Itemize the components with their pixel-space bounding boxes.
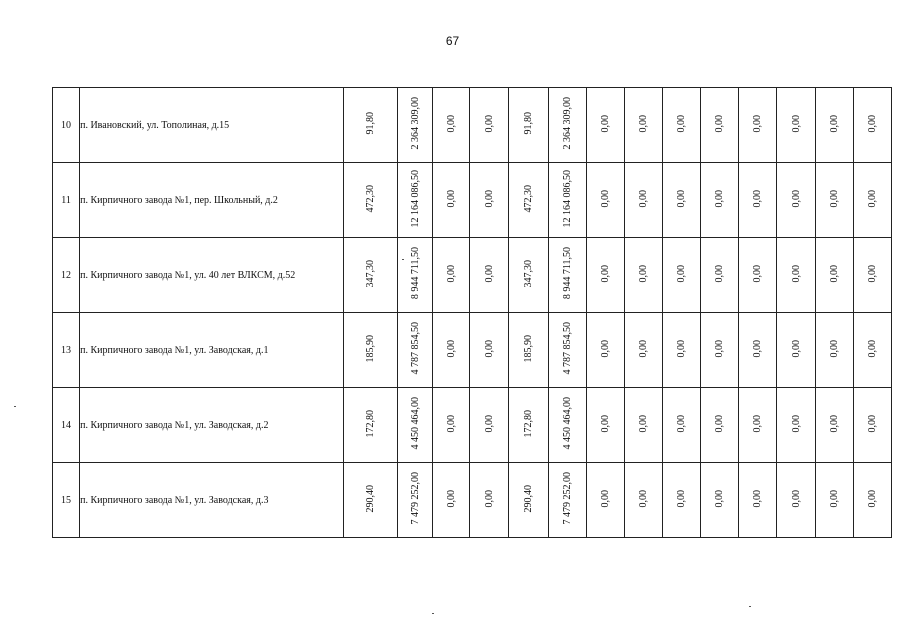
value-cell <box>470 88 508 163</box>
area-cell <box>344 238 398 313</box>
value-cell <box>739 238 777 313</box>
value-cell-text: 0,00 <box>828 189 840 208</box>
row-number: 12 <box>53 238 80 313</box>
cost-cell-2 <box>548 238 586 313</box>
row-number: 13 <box>53 313 80 388</box>
value-cell <box>777 388 815 463</box>
value-cell <box>701 88 739 163</box>
value-cell <box>739 88 777 163</box>
value-cell-text: 0,00 <box>714 114 726 133</box>
value-cell-text: 0,00 <box>828 114 840 133</box>
value-cell-text: 0,00 <box>638 414 650 433</box>
value-cell-text: 0,00 <box>483 189 495 208</box>
value-cell-text: 0,00 <box>483 264 495 283</box>
value-cell <box>586 163 624 238</box>
value-cell <box>777 163 815 238</box>
address-cell: п. Кирпичного завода №1, ул. 40 лет ВЛКСМ, д.52 <box>80 238 344 313</box>
value-cell-text: 0,00 <box>752 264 764 283</box>
value-cell <box>433 163 470 238</box>
value-cell-text: 0,00 <box>638 114 650 133</box>
value-cell-text: 0,00 <box>599 189 611 208</box>
area-cell-2 <box>508 238 548 313</box>
scan-speck <box>749 606 751 607</box>
value-cell-text: 0,00 <box>714 489 726 508</box>
value-cell-text: 0,00 <box>828 264 840 283</box>
value-cell-text: 0,00 <box>483 414 495 433</box>
value-cell <box>663 163 701 238</box>
cost-cell-2-text: 2 364 309,00 <box>561 97 573 150</box>
cost-cell <box>398 163 433 238</box>
cost-cell-2-text: 8 944 711,50 <box>561 247 573 300</box>
value-cell <box>663 463 701 538</box>
value-cell <box>853 238 891 313</box>
value-cell <box>853 163 891 238</box>
address-cell: п. Кирпичного завода №1, ул. Заводская, д.3 <box>80 463 344 538</box>
row-number: 15 <box>53 463 80 538</box>
value-cell-text: 0,00 <box>866 189 878 208</box>
cost-cell <box>398 463 433 538</box>
cost-cell-text: 8 944 711,50 <box>409 247 421 300</box>
value-cell-text: 0,00 <box>828 414 840 433</box>
value-cell <box>815 463 853 538</box>
value-cell <box>815 313 853 388</box>
value-cell <box>470 463 508 538</box>
value-cell-text: 0,00 <box>828 489 840 508</box>
value-cell <box>624 88 662 163</box>
cost-cell-2-text: 12 164 086,50 <box>561 169 573 228</box>
value-cell <box>777 463 815 538</box>
value-cell-text: 0,00 <box>676 489 688 508</box>
area-cell-2 <box>508 463 548 538</box>
cost-cell-2 <box>548 88 586 163</box>
value-cell-text: 0,00 <box>599 489 611 508</box>
area-cell-text: 172,80 <box>365 409 377 438</box>
value-cell <box>624 388 662 463</box>
value-cell-text: 0,00 <box>866 339 878 358</box>
page-number: 67 <box>445 34 460 48</box>
value-cell-text: 0,00 <box>752 339 764 358</box>
cost-cell <box>398 88 433 163</box>
value-cell-text: 0,00 <box>714 414 726 433</box>
value-cell <box>701 463 739 538</box>
value-cell-text: 0,00 <box>445 264 457 283</box>
scan-speck <box>14 406 16 407</box>
area-cell <box>344 388 398 463</box>
table-row <box>53 163 892 238</box>
cost-cell-2-text: 7 479 252,00 <box>561 472 573 525</box>
area-cell-2-text: 347,30 <box>522 259 534 288</box>
address-cell: п. Кирпичного завода №1, ул. Заводская, д.1 <box>80 313 344 388</box>
cost-cell-text: 4 787 854,50 <box>409 322 421 375</box>
value-cell-text: 0,00 <box>752 414 764 433</box>
value-cell <box>624 163 662 238</box>
table-row <box>53 388 892 463</box>
value-cell-text: 0,00 <box>483 114 495 133</box>
cost-cell-text: 4 450 464,00 <box>409 397 421 450</box>
area-cell-text: 347,30 <box>365 259 377 288</box>
cost-cell-text: 7 479 252,00 <box>409 472 421 525</box>
value-cell-text: 0,00 <box>483 489 495 508</box>
value-cell <box>739 313 777 388</box>
row-number: 11 <box>53 163 80 238</box>
value-cell <box>701 388 739 463</box>
value-cell <box>433 88 470 163</box>
row-number: 14 <box>53 388 80 463</box>
value-cell-text: 0,00 <box>445 489 457 508</box>
table-row <box>53 238 892 313</box>
value-cell-text: 0,00 <box>638 489 650 508</box>
value-cell-text: 0,00 <box>483 339 495 358</box>
value-cell-text: 0,00 <box>638 264 650 283</box>
cost-cell-2-text: 4 787 854,50 <box>561 322 573 375</box>
value-cell <box>586 388 624 463</box>
row-number: 10 <box>53 88 80 163</box>
table-row <box>53 313 892 388</box>
value-cell-text: 0,00 <box>599 264 611 283</box>
value-cell-text: 0,00 <box>790 114 802 133</box>
area-cell-2-text: 172,80 <box>522 409 534 438</box>
area-cell <box>344 88 398 163</box>
value-cell-text: 0,00 <box>790 339 802 358</box>
value-cell <box>853 313 891 388</box>
cost-cell-2 <box>548 163 586 238</box>
cost-cell <box>398 238 433 313</box>
value-cell-text: 0,00 <box>866 264 878 283</box>
area-cell-text: 290,40 <box>365 484 377 513</box>
cost-cell-2 <box>548 463 586 538</box>
cost-cell-text: 12 164 086,50 <box>409 169 421 228</box>
value-cell <box>701 313 739 388</box>
value-cell <box>663 238 701 313</box>
value-cell <box>586 88 624 163</box>
cost-cell <box>398 388 433 463</box>
value-cell-text: 0,00 <box>638 339 650 358</box>
value-cell-text: 0,00 <box>676 339 688 358</box>
value-cell <box>701 238 739 313</box>
value-cell <box>586 313 624 388</box>
value-cell <box>470 313 508 388</box>
area-cell-2-text: 185,90 <box>522 334 534 363</box>
table-body <box>53 88 892 538</box>
value-cell-text: 0,00 <box>752 489 764 508</box>
area-cell-text: 91,80 <box>365 112 377 135</box>
area-cell-2 <box>508 313 548 388</box>
value-cell <box>739 388 777 463</box>
value-cell-text: 0,00 <box>445 339 457 358</box>
value-cell <box>586 238 624 313</box>
value-cell <box>433 238 470 313</box>
cost-cell-2 <box>548 388 586 463</box>
area-cell-2-text: 91,80 <box>522 112 534 135</box>
value-cell-text: 0,00 <box>790 189 802 208</box>
value-cell-text: 0,00 <box>752 189 764 208</box>
value-cell <box>815 388 853 463</box>
value-cell <box>701 163 739 238</box>
value-cell <box>815 238 853 313</box>
value-cell-text: 0,00 <box>790 414 802 433</box>
value-cell-text: 0,00 <box>866 414 878 433</box>
value-cell <box>815 163 853 238</box>
value-cell <box>433 313 470 388</box>
value-cell-text: 0,00 <box>714 189 726 208</box>
value-cell <box>624 463 662 538</box>
value-cell <box>624 313 662 388</box>
value-cell-text: 0,00 <box>599 414 611 433</box>
area-cell-2 <box>508 388 548 463</box>
cost-cell-text: 2 364 309,00 <box>409 97 421 150</box>
area-cell <box>344 463 398 538</box>
value-cell-text: 0,00 <box>445 414 457 433</box>
value-cell <box>815 88 853 163</box>
area-cell-2 <box>508 163 548 238</box>
value-cell-text: 0,00 <box>790 264 802 283</box>
area-cell <box>344 163 398 238</box>
value-cell-text: 0,00 <box>676 114 688 133</box>
value-cell-text: 0,00 <box>599 339 611 358</box>
value-cell <box>777 313 815 388</box>
housing-table <box>52 87 892 538</box>
value-cell <box>853 463 891 538</box>
scan-speck <box>402 259 404 260</box>
value-cell-text: 0,00 <box>445 114 457 133</box>
area-cell-text: 185,90 <box>365 334 377 363</box>
value-cell-text: 0,00 <box>445 189 457 208</box>
value-cell <box>739 463 777 538</box>
area-cell-2 <box>508 88 548 163</box>
value-cell <box>663 388 701 463</box>
value-cell <box>663 88 701 163</box>
value-cell-text: 0,00 <box>866 489 878 508</box>
value-cell <box>663 313 701 388</box>
value-cell-text: 0,00 <box>714 339 726 358</box>
value-cell-text: 0,00 <box>790 489 802 508</box>
value-cell <box>853 88 891 163</box>
value-cell-text: 0,00 <box>828 339 840 358</box>
value-cell <box>777 88 815 163</box>
area-cell-2-text: 290,40 <box>522 484 534 513</box>
cost-cell-2-text: 4 450 464,00 <box>561 397 573 450</box>
address-cell: п. Ивановский, ул. Тополиная, д.15 <box>80 88 344 163</box>
table-row <box>53 463 892 538</box>
value-cell <box>624 238 662 313</box>
value-cell <box>777 238 815 313</box>
address-cell: п. Кирпичного завода №1, ул. Заводская, д.2 <box>80 388 344 463</box>
address-cell: п. Кирпичного завода №1, пер. Школьный, д.2 <box>80 163 344 238</box>
value-cell <box>433 388 470 463</box>
value-cell <box>470 238 508 313</box>
value-cell-text: 0,00 <box>866 114 878 133</box>
value-cell-text: 0,00 <box>752 114 764 133</box>
scan-speck <box>432 613 434 614</box>
area-cell-2-text: 472,30 <box>522 184 534 213</box>
value-cell-text: 0,00 <box>638 189 650 208</box>
value-cell <box>433 463 470 538</box>
value-cell <box>739 163 777 238</box>
value-cell <box>470 163 508 238</box>
value-cell-text: 0,00 <box>676 189 688 208</box>
value-cell-text: 0,00 <box>676 264 688 283</box>
cost-cell-2 <box>548 313 586 388</box>
cost-cell <box>398 313 433 388</box>
area-cell <box>344 313 398 388</box>
value-cell-text: 0,00 <box>676 414 688 433</box>
value-cell-text: 0,00 <box>599 114 611 133</box>
value-cell <box>586 463 624 538</box>
table-row <box>53 88 892 163</box>
area-cell-text: 472,30 <box>365 184 377 213</box>
value-cell-text: 0,00 <box>714 264 726 283</box>
value-cell <box>853 388 891 463</box>
value-cell <box>470 388 508 463</box>
